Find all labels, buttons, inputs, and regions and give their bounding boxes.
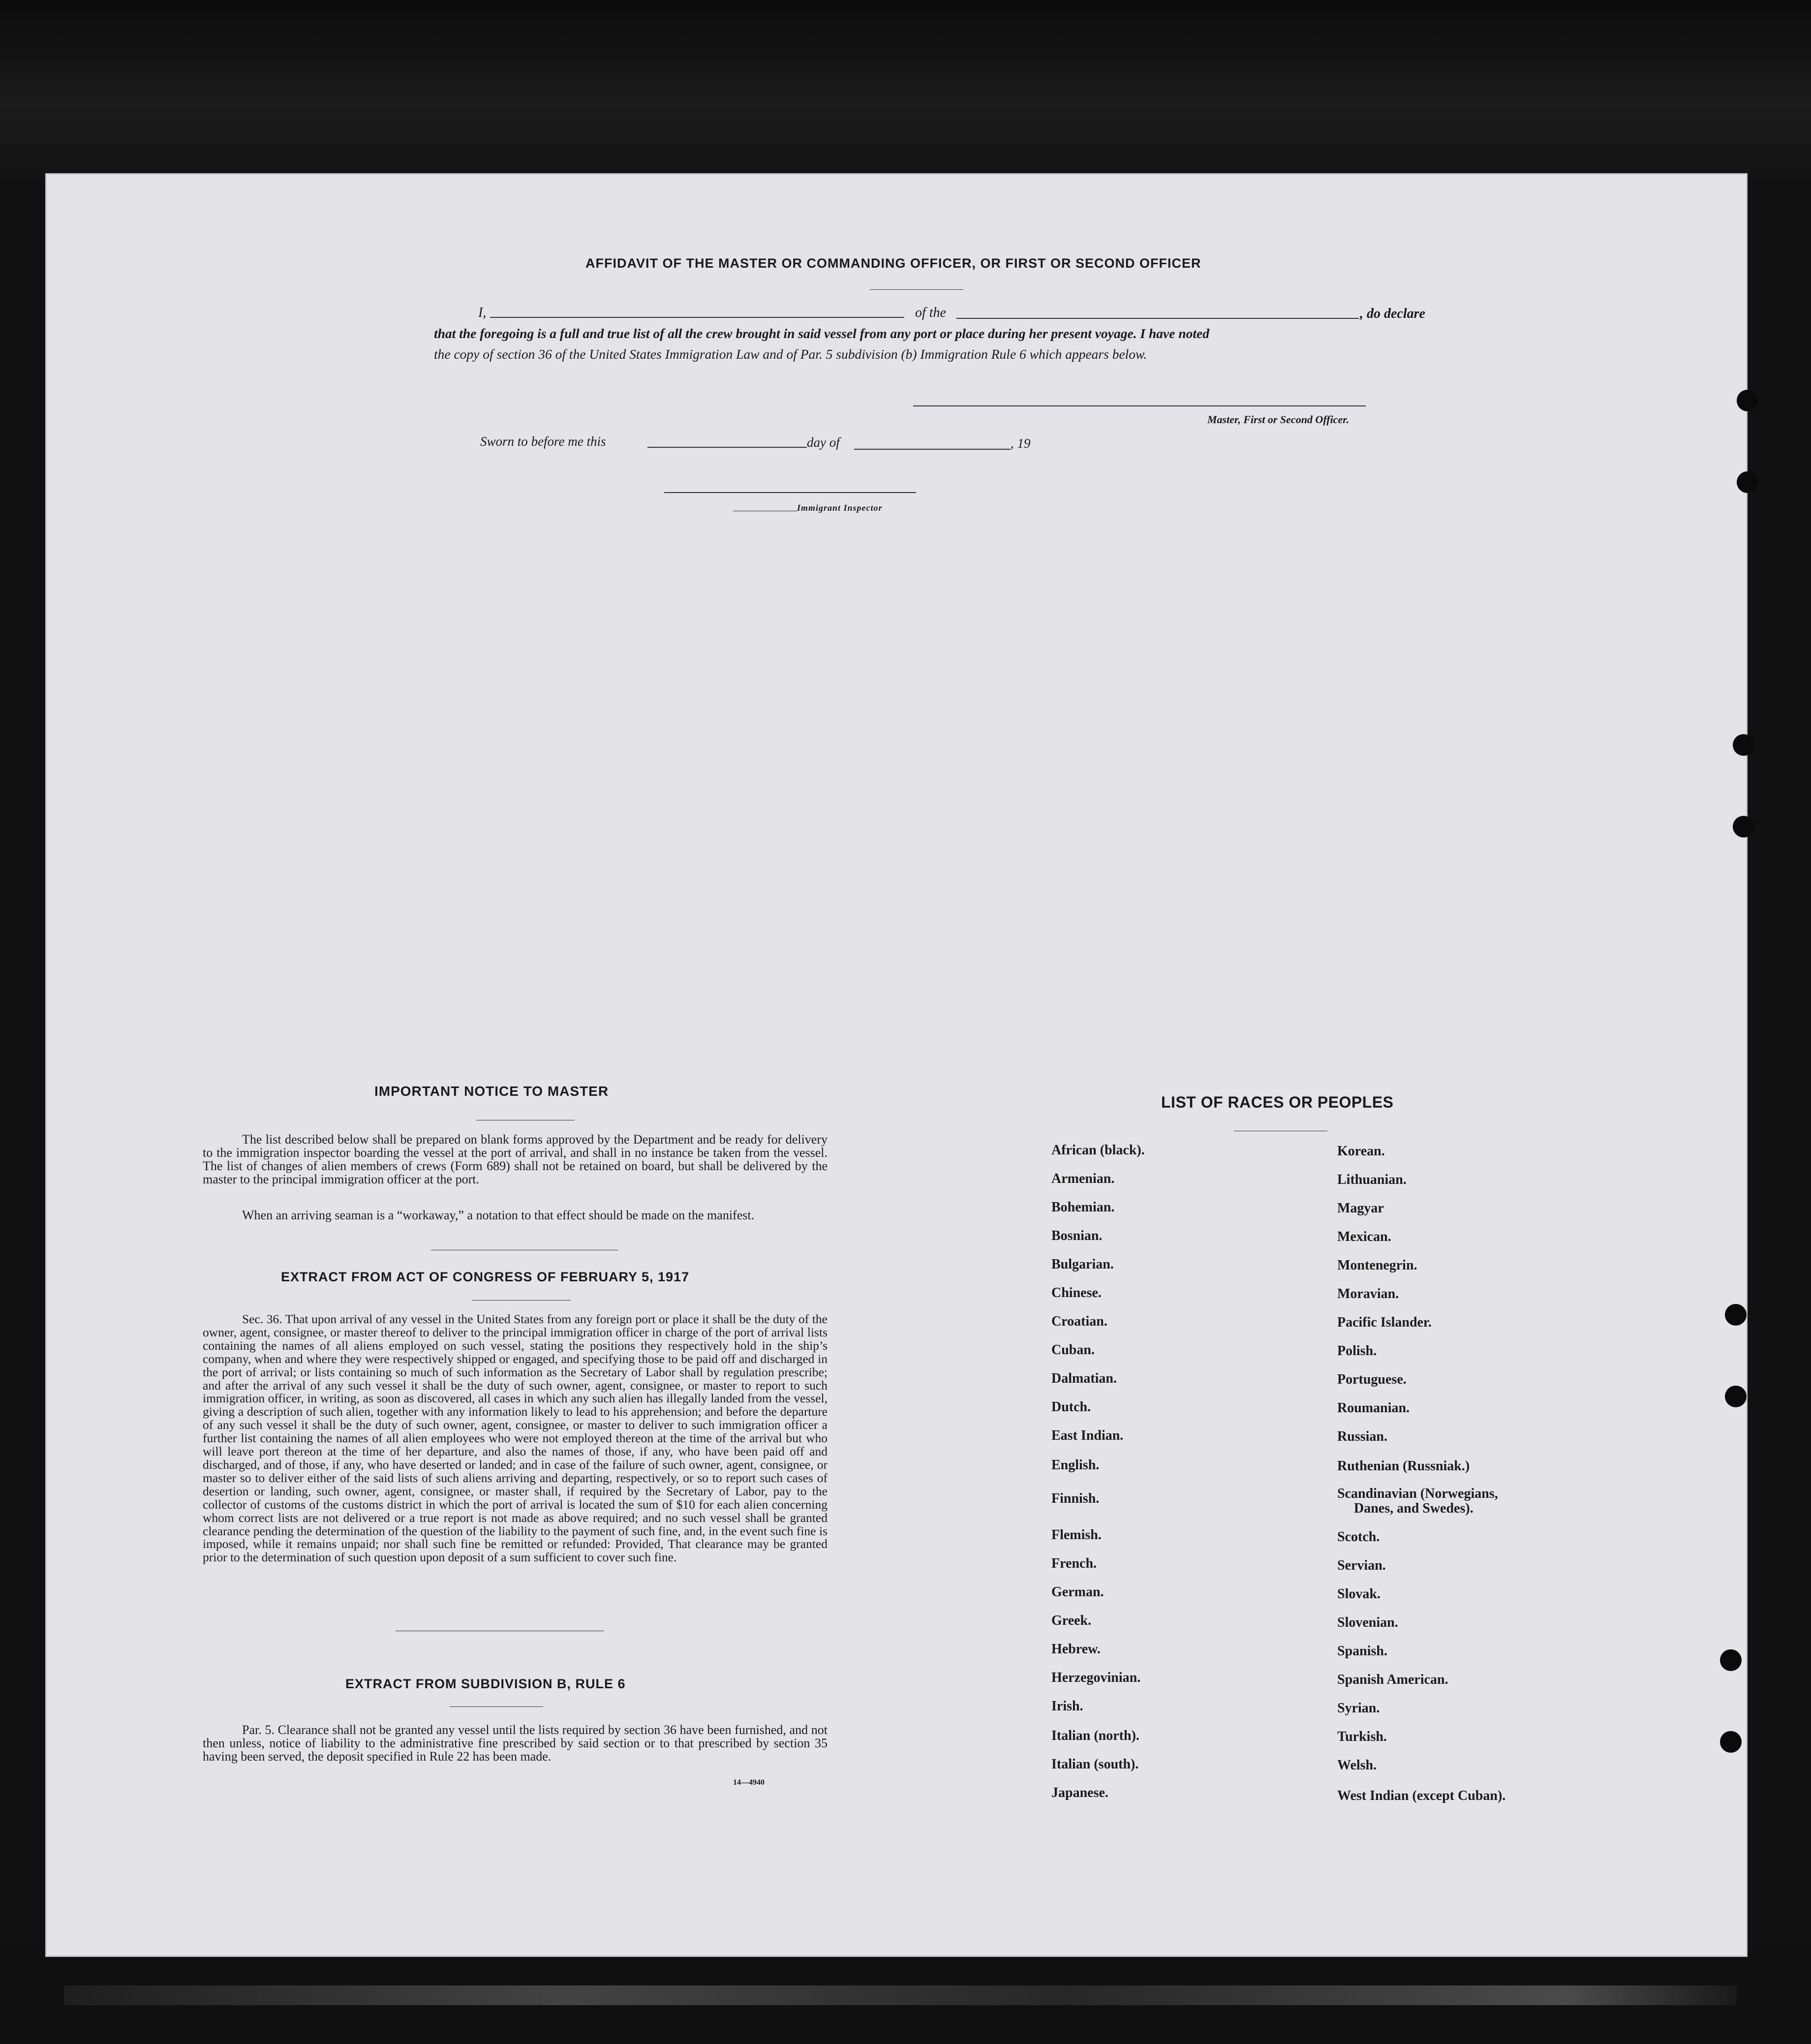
race-item-right: Slovak.: [1337, 1586, 1381, 1602]
race-item-right: Syrian.: [1337, 1701, 1380, 1716]
extract-act-title: EXTRACT FROM ACT OF CONGRESS OF FEBRUARY 5, 1917: [281, 1270, 690, 1284]
race-item-right: Scandinavian (Norwegians,: [1337, 1486, 1498, 1501]
blank-line: [956, 318, 1359, 319]
divider: [472, 1300, 571, 1301]
race-item-left: Bosnian.: [1051, 1228, 1103, 1243]
affidavit-line-2: that the foregoing is a full and true list of all the crew brought in said vessel from any port or place during her present voyage. I have noted: [434, 326, 1209, 341]
affidavit-line-3: the copy of section 36 of the United States Immigration Law and of Par. 5 subdivision (b) Immigration Rule 6 which appears below.: [434, 346, 1147, 362]
race-item-left: African (black).: [1051, 1143, 1145, 1158]
race-item-right: Scotch.: [1337, 1529, 1380, 1545]
race-item-left: French.: [1051, 1556, 1097, 1571]
race-item-left: Finnish.: [1051, 1491, 1100, 1506]
race-item-right: Magyar: [1337, 1201, 1384, 1216]
extract-rule-title: EXTRACT FROM SUBDIVISION B, RULE 6: [345, 1676, 626, 1691]
notice-paragraph-1: The list described below shall be prepared on blank forms approved by the Department and be ready for delivery to the immigration inspector boarding the vessel at the port of arrival, and shall in no instance be taken from the vessel. The list of changes of alien members of crews (Form 689) shall not be retained on board, but shall be delivered by the master to the principal immigration officer at the port.: [203, 1132, 828, 1186]
race-item-right: Turkish.: [1337, 1729, 1387, 1744]
signature-label: Master, First or Second Officer.: [1207, 413, 1350, 426]
inspector-line: [664, 492, 916, 493]
punch-hole-icon: [1720, 1731, 1742, 1753]
scan-border-top: [0, 0, 1811, 177]
punch-hole-icon: [1733, 734, 1754, 756]
extract-act-text: Sec. 36. That upon arrival of any vessel in the United States from any foreign port or place it shall be the duty of the owner, agent, consignee, or master thereof to deliver to the principal immigration officer in charge of the port of arrival lists containing the names of all aliens employed on such vessel, stating the positions they respectively hold in the ship’s company, when and where they were respectively shipped or engaged, and specifying those to be paid off and discharged in the port of arrival; or lists containing so much of such information as the Secretary of Labor shall by regulation prescribe; and after the arrival of any such vessel it shall be the duty of such owner, agent, consignee, or master to report to such immigration officer, in writing, as soon as discovered, all cases in which any such alien has illegally landed from the vessel, giving a description of such alien, together with any information likely to lead to his apprehension; and before the departure of any such vessel it shall be the duty of such owner, agent, consignee, or master to deliver to such immigration officer a further list containing the names of all alien employees who were not employed thereon at the time of the arrival but who will leave port thereon at the time of her departure, and also the names of those, if any, who have been paid off and discharged, and of those, if any, who have deserted or landed; and in case of the failure of such owner, agent, consignee, or master so to deliver either of the said lists of such aliens arriving and departing, respectively, or so to report such cases of desertion or landing, such owner, agent, consignee, or master shall, if required by the Secretary of Labor, pay to the collector of customs of the customs district in which the port of arrival is located the sum of $10 for each alien concerning whom correct lists are not delivered or a true report is not made as above required; and no such vessel shall be granted clearance pending the determination of the question of the liability to the payment of such fine, and, in the event such fine is imposed, while it remains unpaid; nor shall such fine be remitted or refunded: Provided, That clearance may be granted prior to the determination of such question upon deposit of a sum sufficient to cover such fine.: [203, 1312, 828, 1565]
race-item-left: Greek.: [1051, 1613, 1092, 1628]
divider: [450, 1706, 543, 1707]
blank-line: [647, 447, 807, 448]
race-item-right: Servian.: [1337, 1558, 1386, 1573]
punch-hole-icon: [1737, 390, 1758, 411]
notice-paragraph-2: When an arriving seaman is a “workaway,” a notation to that effect should be made on the manifest.: [242, 1208, 755, 1222]
race-item-right: West Indian (except Cuban).: [1337, 1788, 1506, 1803]
race-item-right: Roumanian.: [1337, 1400, 1410, 1416]
race-item-left: Croatian.: [1051, 1314, 1107, 1329]
race-item-left: Hebrew.: [1051, 1641, 1101, 1657]
race-item-left: Flemish.: [1051, 1527, 1102, 1543]
signature-line: [913, 405, 1366, 406]
race-item-right: Spanish.: [1337, 1643, 1387, 1659]
race-item-left: Cuban.: [1051, 1342, 1095, 1358]
race-item-right: Welsh.: [1337, 1758, 1377, 1773]
punch-hole-icon: [1733, 816, 1754, 837]
race-item-left: English.: [1051, 1457, 1100, 1473]
sworn-year: , 19: [1011, 436, 1031, 451]
form-number: 14—4940: [733, 1778, 765, 1787]
race-item-right: Moravian.: [1337, 1286, 1399, 1301]
race-item-right: Danes, and Swedes).: [1354, 1501, 1473, 1516]
blank-line: [490, 317, 904, 318]
race-item-left: Herzegovinian.: [1051, 1670, 1141, 1685]
blank-line: [854, 449, 1011, 450]
divider: [870, 289, 963, 290]
race-item-left: Italian (south).: [1051, 1757, 1139, 1772]
notice-title: IMPORTANT NOTICE TO MASTER: [374, 1084, 609, 1099]
affidavit-i: I,: [478, 305, 487, 320]
affidavit-do-declare: , do declare: [1360, 306, 1425, 321]
race-item-left: German.: [1051, 1584, 1104, 1600]
race-item-left: Armenian.: [1051, 1171, 1115, 1186]
sworn-prefix: Sworn to before me this: [480, 434, 606, 449]
race-item-right: Ruthenian (Russniak.): [1337, 1458, 1470, 1474]
punch-hole-icon: [1725, 1304, 1747, 1326]
race-item-right: Polish.: [1337, 1343, 1377, 1359]
race-item-right: Slovenian.: [1337, 1615, 1398, 1630]
race-item-right: Lithuanian.: [1337, 1172, 1407, 1187]
affidavit-of-the: of the: [915, 305, 946, 320]
scan-streak: [64, 1985, 1737, 2005]
race-item-left: Chinese.: [1051, 1285, 1102, 1301]
race-item-left: Irish.: [1051, 1699, 1083, 1714]
punch-hole-icon: [1725, 1386, 1747, 1407]
race-item-left: Bohemian.: [1051, 1200, 1115, 1215]
race-item-right: Pacific Islander.: [1337, 1315, 1432, 1330]
race-item-left: Dutch.: [1051, 1399, 1091, 1415]
punch-hole-icon: [1720, 1649, 1742, 1671]
affidavit-title: AFFIDAVIT OF THE MASTER OR COMMANDING OFFICER, OR FIRST OR SECOND OFFICER: [585, 256, 1201, 271]
race-item-right: Spanish American.: [1337, 1672, 1448, 1687]
race-item-left: Japanese.: [1051, 1785, 1108, 1800]
race-item-right: Korean.: [1337, 1144, 1385, 1159]
race-item-right: Mexican.: [1337, 1229, 1391, 1244]
sworn-day-of: day of: [807, 435, 840, 450]
race-item-left: Bulgarian.: [1051, 1257, 1114, 1272]
race-item-right: Portuguese.: [1337, 1372, 1407, 1387]
inspector-label: Immigrant Inspector: [797, 503, 883, 513]
race-item-left: Italian (north).: [1051, 1728, 1139, 1743]
punch-hole-icon: [1737, 471, 1758, 493]
races-title: LIST OF RACES OR PEOPLES: [1161, 1093, 1394, 1111]
race-item-left: East Indian.: [1051, 1428, 1124, 1443]
race-item-right: Russian.: [1337, 1429, 1387, 1444]
race-item-left: Dalmatian.: [1051, 1371, 1117, 1386]
race-item-right: Montenegrin.: [1337, 1258, 1417, 1273]
document-page: [45, 173, 1748, 1957]
extract-rule-text: Par. 5. Clearance shall not be granted any vessel until the lists required by section 36 have been furnished, and not then unless, notice of liability to the administrative fine prescribed by said section or to that prescribed by section 35 having been served, the deposit specified in Rule 22 has been made.: [203, 1723, 828, 1764]
